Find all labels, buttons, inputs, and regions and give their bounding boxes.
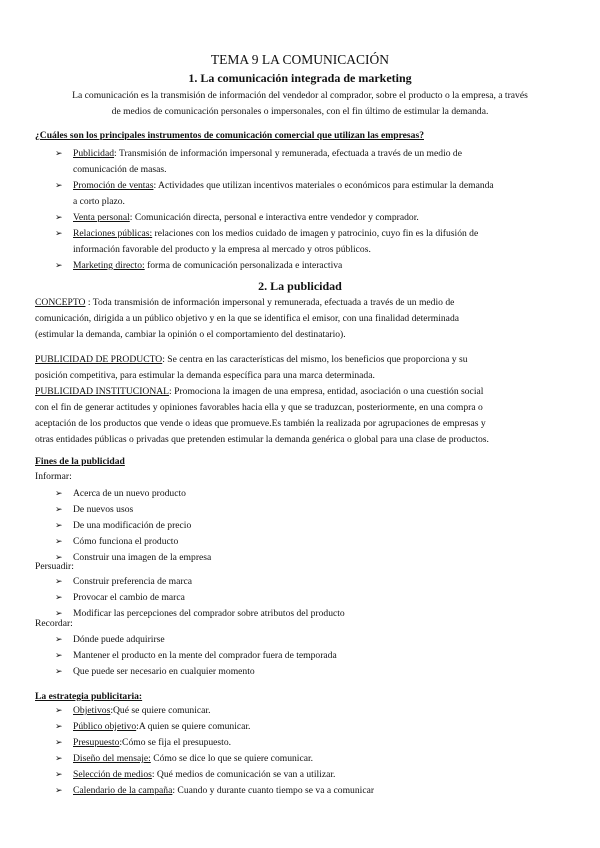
publicidad-types-paragraph: [35, 352, 600, 448]
concepto-text: comunicación, dirigida a un público objetivo y en la que se identifica el emisor, con una finalidad determinada: [35, 313, 459, 324]
informar-list: [55, 486, 575, 566]
estrategia-term: Presupuesto: [73, 737, 120, 748]
institucional-text: aceptación de los productos que vende o ideas que promueve.Es también la realizada por agrupaciones de empresas y: [35, 418, 486, 429]
instrument-sep: :: [142, 260, 145, 271]
list-item-text: Cómo funciona el producto: [73, 536, 179, 547]
list-item: [55, 632, 575, 648]
list-item: [55, 178, 595, 210]
list-item: [55, 210, 595, 226]
instrument-text: forma de comunicación personalizada e interactiva: [144, 260, 343, 271]
fines-heading: Fines de la publicidad: [35, 456, 125, 467]
arrow-bullet-icon: ➢: [55, 181, 63, 191]
arrow-bullet-icon: ➢: [55, 786, 63, 796]
list-item: [55, 751, 575, 767]
arrow-bullet-icon: ➢: [55, 213, 63, 223]
list-item-text: Construir preferencia de marca: [73, 576, 193, 587]
instrument-sep: :: [153, 180, 157, 191]
recordar-label: Recordar:: [35, 618, 73, 629]
instrument-text-cont: comunicación de masas.: [73, 164, 167, 175]
arrow-bullet-icon: ➢: [55, 521, 63, 531]
list-item: [55, 258, 595, 274]
list-item-text: Modificar las percepciones del comprador sobre atributos del producto: [73, 608, 345, 619]
estrategia-text: Cómo se dice lo que se quiere comunicar.: [150, 753, 314, 764]
list-item: [55, 146, 595, 178]
recordar-list: [55, 632, 575, 680]
producto-text: posición competitiva, para estimular la demanda específica para una marca determinada.: [35, 370, 375, 381]
instruments-list: [55, 146, 595, 274]
arrow-bullet-icon: ➢: [55, 261, 63, 271]
list-item: [55, 574, 575, 590]
arrow-bullet-icon: ➢: [55, 635, 63, 645]
arrow-bullet-icon: ➢: [55, 667, 63, 677]
arrow-bullet-icon: ➢: [55, 553, 63, 563]
arrow-bullet-icon: ➢: [55, 593, 63, 603]
list-item: [55, 735, 575, 751]
estrategia-text: :Qué se quiere comunicar.: [110, 705, 211, 716]
list-item: [55, 767, 575, 783]
list-item: [55, 703, 575, 719]
instrument-text: Comunicación directa, personal e interactiva entre vendedor y comprador.: [132, 212, 419, 223]
list-item: [55, 664, 575, 680]
instrument-text: Actividades que utilizan incentivos materiales o económicos para estimular la demanda: [156, 180, 494, 191]
instrument-text-cont: información favorable del producto y la empresa al mercado y otros públicos.: [73, 244, 371, 255]
estrategia-term: Diseño del mensaje:: [73, 753, 151, 764]
arrow-bullet-icon: ➢: [55, 738, 63, 748]
list-item: [55, 606, 575, 622]
persuadir-list: [55, 574, 575, 622]
list-item-text: De una modificación de precio: [73, 520, 192, 531]
arrow-bullet-icon: ➢: [55, 505, 63, 515]
instrument-term: Venta personal: [73, 212, 130, 223]
arrow-bullet-icon: ➢: [55, 722, 63, 732]
instrument-term: Relaciones públicas: [73, 228, 150, 239]
estrategia-term: Objetivos: [73, 705, 111, 716]
instrument-term: Promoción de ventas: [73, 180, 154, 191]
list-item-text: Mantener el producto en la mente del comprador fuera de temporada: [73, 650, 337, 661]
concepto-label: CONCEPTO: [35, 297, 86, 308]
arrow-bullet-icon: ➢: [55, 770, 63, 780]
concepto-paragraph: [35, 295, 595, 343]
estrategia-list: [55, 703, 575, 799]
intro-paragraph: [0, 88, 600, 120]
producto-label: PUBLICIDAD DE PRODUCTO: [35, 354, 163, 365]
instrument-term: Marketing directo: [73, 260, 142, 271]
list-item: [55, 502, 575, 518]
intro-line: La comunicación es la transmisión de información del vendedor al comprador, sobre el producto o la empresa, a través: [72, 90, 528, 101]
estrategia-heading: La estrategia publicitaria:: [35, 691, 143, 702]
list-item: [55, 783, 575, 799]
arrow-bullet-icon: ➢: [55, 609, 63, 619]
concepto-text: (estimular la demanda, cambiar la opinión o el comportamiento del destinatario).: [35, 329, 346, 340]
list-item-text: De nuevos usos: [73, 504, 134, 515]
arrow-bullet-icon: ➢: [55, 229, 63, 239]
arrow-bullet-icon: ➢: [55, 577, 63, 587]
list-item-text: Que puede ser necesario en cualquier momento: [73, 666, 255, 677]
instrument-term: Publicidad: [73, 148, 115, 159]
persuadir-label: Persuadir:: [35, 561, 74, 572]
institucional-text: otras entidades públicas o privadas que pretenden estimular la demanda genérica o global para una clase de productos.: [35, 434, 489, 445]
arrow-bullet-icon: ➢: [55, 651, 63, 661]
instruments-question: ¿Cuáles son los principales instrumentos de comunicación comercial que utilizan las empresas?: [35, 130, 424, 141]
section-2-heading: 2. La publicidad: [258, 279, 342, 293]
arrow-bullet-icon: ➢: [55, 754, 63, 764]
estrategia-text: : Qué medios de comunicación se van a utilizar.: [151, 769, 336, 780]
list-item-text: Acerca de un nuevo producto: [73, 488, 186, 499]
list-item: [55, 648, 575, 664]
estrategia-text: :Cómo se fija el presupuesto.: [119, 737, 232, 748]
institucional-label: PUBLICIDAD INSTITUCIONAL: [35, 386, 170, 397]
concepto-text: : Toda transmisión de información impersonal y remunerada, efectuada a través de un medio de: [85, 297, 455, 308]
page-title: TEMA 9 LA COMUNICACIÓN: [210, 52, 390, 67]
arrow-bullet-icon: ➢: [55, 489, 63, 499]
list-item: [55, 486, 575, 502]
instrument-sep: :: [149, 228, 153, 239]
list-item: [55, 590, 575, 606]
institucional-text: : Promociona la imagen de una empresa, entidad, asociación o una cuestión social: [169, 386, 484, 397]
instrument-text: relaciones con los medios cuidado de imagen y patrocinio, cuyo fin es la difusión de: [152, 228, 479, 239]
list-item: [55, 226, 595, 258]
instrument-text-cont: a corto plazo.: [73, 196, 125, 207]
list-item-text: Construir una imagen de la empresa: [73, 552, 212, 563]
estrategia-term: Selección de medios: [73, 769, 152, 780]
arrow-bullet-icon: ➢: [55, 537, 63, 547]
estrategia-term: Calendario de la campaña: [73, 785, 173, 796]
list-item: [55, 534, 575, 550]
arrow-bullet-icon: ➢: [55, 706, 63, 716]
estrategia-term: Público objetivo: [73, 721, 137, 732]
instrument-text: Transmisión de información impersonal y remunerada, efectuada a través de un medio de: [116, 148, 462, 159]
informar-label: Informar:: [35, 471, 72, 482]
list-item: [55, 518, 575, 534]
instrument-sep: :: [129, 212, 133, 223]
section-1-heading: 1. La comunicación integrada de marketing: [188, 71, 412, 85]
institucional-text: con el fin de generar actitudes y opiniones favorables hacia ella y que se traduzcan, posteriormente, en una compra o: [35, 402, 483, 413]
estrategia-text: : Cuando y durante cuanto tiempo se va a comunicar: [172, 785, 375, 796]
estrategia-text: :A quien se quiere comunicar.: [136, 721, 251, 732]
intro-line: de medios de comunicación personales o impersonales, con el fin último de estimular la demanda.: [111, 106, 489, 117]
arrow-bullet-icon: ➢: [55, 149, 63, 159]
instrument-sep: :: [114, 148, 117, 159]
list-item-text: Provocar el cambio de marca: [73, 592, 185, 603]
producto-text: : Se centra en las características del mismo, los beneficios que proporciona y su: [162, 354, 468, 365]
list-item-text: Dónde puede adquirirse: [73, 634, 165, 645]
list-item: [55, 719, 575, 735]
list-item: [55, 550, 575, 566]
